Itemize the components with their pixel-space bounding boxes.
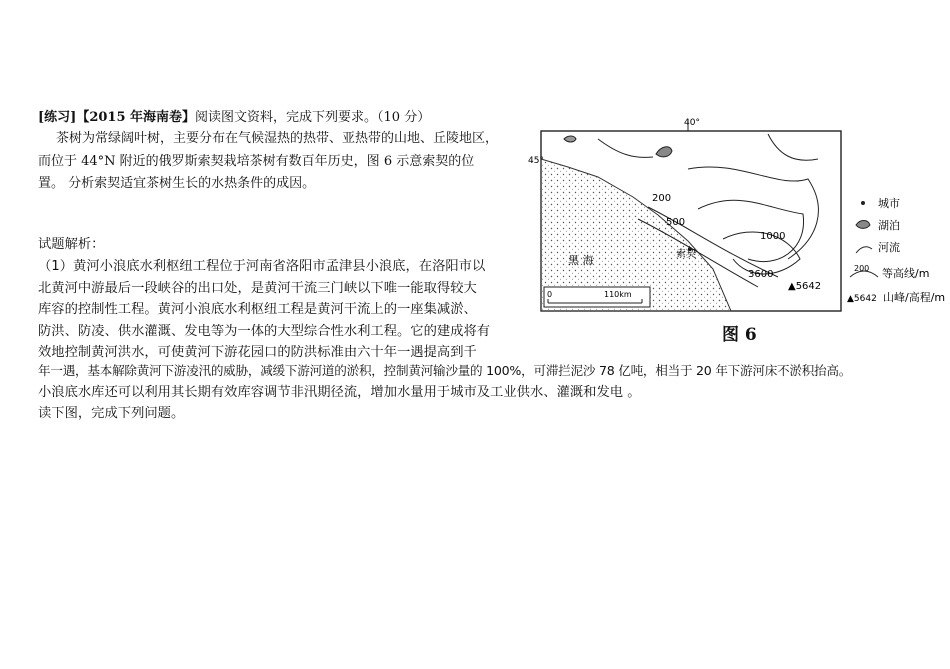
map-legend — [847, 197, 945, 304]
legend-label: 等高线/m — [882, 267, 930, 280]
river-icon — [856, 247, 872, 253]
legend-label: 山峰/高程/m — [883, 291, 946, 304]
analysis-line: 读下图，完成下列问题。 — [38, 406, 185, 421]
contour-label: 1000 — [760, 231, 786, 242]
question-source: 【2015 年海南卷】 — [76, 110, 196, 125]
peak-label: ▲5642 — [788, 281, 822, 292]
analysis-line: （1）黄河小浪底水利枢纽工程位于河南省洛阳市孟津县小浪底，在洛阳市以 — [38, 259, 486, 274]
city-icon — [861, 201, 865, 205]
lat-label: 45° — [528, 156, 544, 166]
sochi-location-map — [528, 118, 946, 319]
sea-label: 黑 海 — [568, 254, 594, 267]
contour-label: 500 — [666, 217, 686, 228]
question-prompt: 阅读图文资料，完成下列要求。（10 分） — [195, 110, 431, 125]
analysis-line: 小浪底水库还可以利用其长期有效库容调节非汛期径流，增加水量用于城市及工业供水、灌溉和发电 。 — [38, 385, 641, 400]
figure-caption: 图 6 — [722, 325, 757, 345]
contour-label: 3600 — [748, 269, 774, 280]
analysis-line: 库容的控制性工程。黄河小浪底水利枢纽工程是黄河干流上的一座集减淤、 — [38, 302, 477, 317]
scale-box — [544, 287, 650, 307]
question-line: 置。 分析索契适宜茶树生长的水热条件的成因。 — [38, 176, 316, 191]
question-tag: [练习] — [38, 110, 77, 125]
question-line: 茶树为常绿阔叶树，主要分布在气候湿热的热带、亚热带的山地、丘陵地区， — [56, 131, 499, 146]
scale-start: 0 — [547, 290, 553, 299]
legend-label: 城市 — [878, 197, 900, 210]
question-line: 而位于 44°N 附近的俄罗斯索契栽培茶树有数百年历史，图 6 示意索契的位 — [38, 154, 475, 169]
legend-sample: 200 — [854, 264, 870, 273]
analysis-heading: 试题解析： — [38, 237, 105, 252]
analysis-line: 北黄河中游最后一段峡谷的出口处，是黄河干流三门峡以下唯一能取得较大 — [38, 281, 477, 296]
lake-icon — [856, 221, 870, 229]
analysis-line: 年一遇，基本解除黄河下游凌汛的威胁，减缓下游河道的淤积，控制黄河输沙量的 100%，可滞拦泥沙 78 亿吨，相当于 20 年下游河床不淤积抬高。 — [38, 363, 852, 378]
contour-label: 200 — [652, 193, 672, 204]
analysis-line: 防洪、防凌、供水灌溉、发电等为一体的大型综合性水利工程。它的建成将有 — [38, 324, 491, 339]
legend-label: 河流 — [878, 241, 900, 254]
scale-end: 110km — [604, 290, 632, 299]
question-header — [38, 106, 430, 125]
analysis-line: 效地控制黄河洪水，可使黄河下游花园口的防洪标准由六十年一遇提高到千 — [38, 345, 477, 360]
legend-label: 湖泊 — [878, 219, 900, 232]
peak-icon: ▲5642 — [847, 294, 877, 304]
city-label: 索契 — [676, 249, 696, 260]
lon-label: 40° — [684, 118, 700, 128]
